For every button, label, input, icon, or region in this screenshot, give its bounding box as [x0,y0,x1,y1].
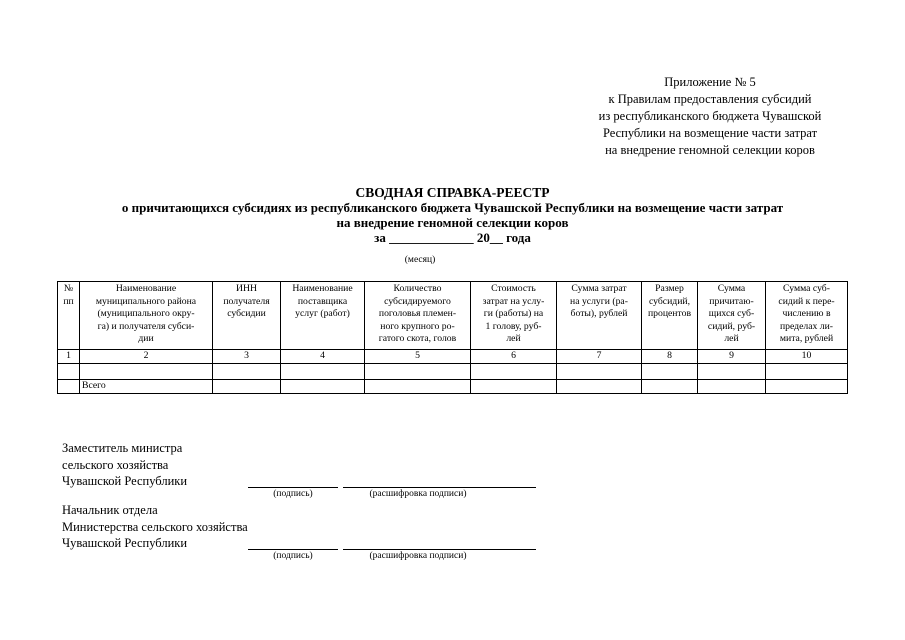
table-cell [58,364,80,380]
table-cell [471,364,557,380]
title-subject: о причитающихся субсидиях из республиканского бюджета Чувашской Республики на возмещение части затрат [121,200,784,215]
column-number: 5 [365,350,471,364]
signature-caption: (подпись) [273,489,313,499]
column-header: Наименование муниципального района (муниципального окру- га) и получателя субси- дии [80,282,213,350]
table-cell [471,380,557,394]
table-cell [766,364,848,380]
table-cell [80,364,213,380]
column-header: ИНН получателя субсидии [213,282,281,350]
table-cell [698,364,766,380]
column-header: Сумма причитаю- щихся суб- сидий, руб- лей [698,282,766,350]
position-line: Заместитель министра [62,441,183,455]
signature-caption: (подпись) [273,551,313,561]
column-number: 8 [642,350,698,364]
table-row [58,364,848,380]
table-cell [557,364,642,380]
decode-caption: (расшифровка подписи) [369,489,467,499]
table-cell [642,364,698,380]
appendix-line: из республиканского бюджета Чувашской [598,109,822,123]
column-number: 9 [698,350,766,364]
appendix-note [560,74,860,159]
column-number: 3 [213,350,281,364]
total-label: Всего [80,380,213,394]
table-cell [58,380,80,394]
decode-caption: (расшифровка подписи) [369,551,467,561]
appendix-line: Приложение № 5 [664,75,756,89]
total-row [58,380,848,394]
decode-line [343,549,536,550]
column-number: 4 [281,350,365,364]
column-number: 7 [557,350,642,364]
position-line: сельского хозяйства [62,457,169,472]
table-cell [281,380,365,394]
month-caption: (месяц) [404,255,436,265]
column-header: Наименование поставщика услуг (работ) [281,282,365,350]
position-line: Министерства сельского хозяйства [62,519,248,534]
column-number: 1 [58,350,80,364]
position-line: Чувашской Республики [62,474,188,488]
column-header: Количество субсидируемого поголовья племен- ного крупного ро- гатого скота, голов [365,282,471,350]
table-cell [642,380,698,394]
table-cell [213,364,281,380]
title-main: СВОДНАЯ СПРАВКА-РЕЕСТР [355,185,550,200]
column-number: 10 [766,350,848,364]
signature-block-department-head [62,502,362,552]
column-header: № пп [58,282,80,350]
column-header: Сумма затрат на услуги (ра- боты), рублей [557,282,642,350]
decode-line [343,487,536,488]
table-header-row [58,282,848,350]
signature-line [248,549,338,550]
table-cell [766,380,848,394]
column-number: 6 [471,350,557,364]
column-header: Стоимость затрат на услу- ги (работы) на 1 голову, руб- лей [471,282,557,350]
position-line: Чувашской Республики [62,536,188,550]
appendix-line: Республики на возмещение части затрат [602,126,818,140]
title-period: за _____________ 20__ года [374,230,531,245]
registry-table [57,281,848,394]
column-number-row [58,350,848,364]
table-cell [365,364,471,380]
signature-line [248,487,338,488]
column-number: 2 [80,350,213,364]
title-subject-cont: на внедрение геномной селекции коров [336,215,569,230]
table-cell [365,380,471,394]
column-header: Сумма суб- сидий к пере- числению в пределах ли- мита, рублей [766,282,848,350]
position-line: Начальник отдела [62,503,158,517]
table-cell [213,380,281,394]
signature-block-deputy-minister [62,440,362,490]
table-cell [281,364,365,380]
table-cell [557,380,642,394]
table-cell [698,380,766,394]
column-header: Размер субсидий, процентов [642,282,698,350]
appendix-line: к Правилам предоставления субсидий [608,92,812,106]
appendix-line: на внедрение геномной селекции коров [605,143,815,157]
document-title [0,185,905,245]
